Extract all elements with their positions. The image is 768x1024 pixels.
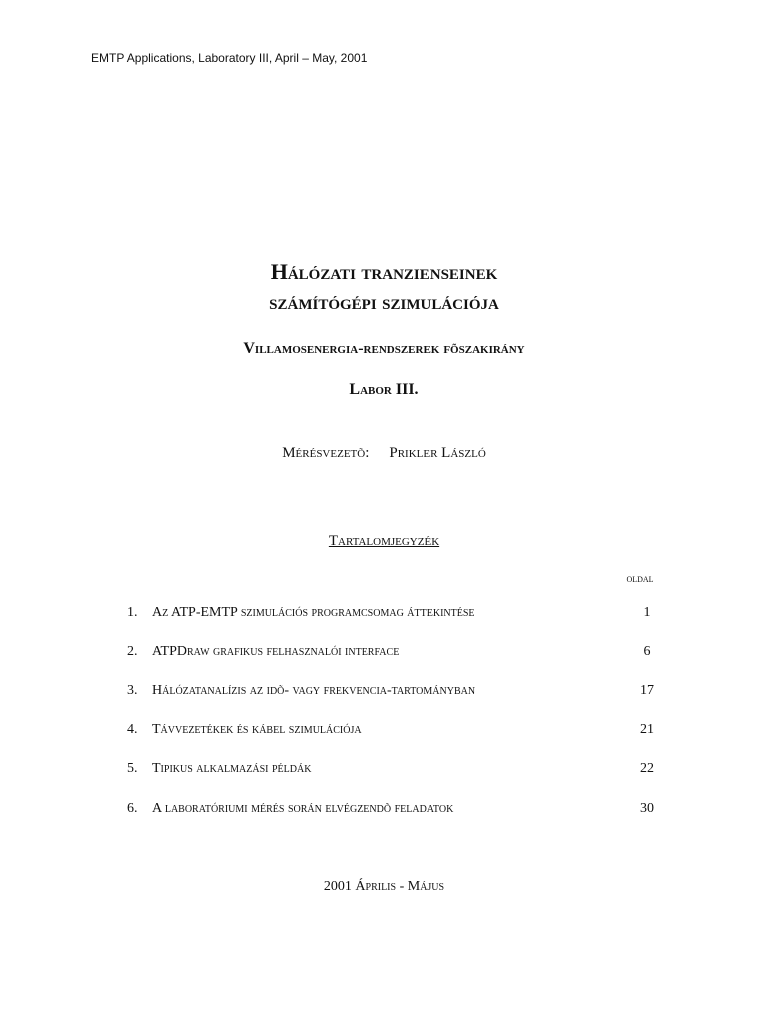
toc-heading xyxy=(0,533,768,550)
supervisor-line xyxy=(0,445,768,462)
document-title-line-2: számítógépi szimulációja xyxy=(269,289,499,314)
toc-item-title: Hálózatanalízis az idõ- vagy frekvencia-tartományban xyxy=(152,683,476,698)
toc-item xyxy=(0,683,768,707)
program-subtitle: Villamosenergia-rendszerek fõszakirány xyxy=(243,340,525,357)
toc-item xyxy=(0,761,768,785)
toc-item-title: A laboratóriumi mérés során elvégzendõ feladatok xyxy=(152,801,454,816)
toc-item-number: 2. xyxy=(127,644,138,659)
toc-item-title: Az ATP-EMTP szimulációs programcsomag áttekintése xyxy=(152,605,475,620)
toc-item-number: 6. xyxy=(127,801,138,816)
document-title-line-1: Hálózati tranzienseinek xyxy=(270,259,498,284)
toc-item-page: 1 xyxy=(643,605,651,620)
toc-item-page: 22 xyxy=(640,761,654,776)
toc-item-title: Tipikus alkalmazási példák xyxy=(152,761,312,776)
toc-heading-text: Tartalomjegyzék xyxy=(328,533,440,549)
toc-item-title: Távvezetékek és kábel szimulációja xyxy=(152,722,362,737)
supervisor-label: Mérésvezetõ: xyxy=(282,445,370,461)
toc-item-number: 4. xyxy=(127,722,138,737)
toc-item xyxy=(0,644,768,668)
toc-item-number: 3. xyxy=(127,683,138,698)
toc-item-page: 6 xyxy=(643,644,651,659)
toc-item-page: 17 xyxy=(640,683,654,698)
document-date: 2001 Április - Május xyxy=(323,879,445,894)
toc-item-number: 1. xyxy=(127,605,138,620)
toc-item-number: 5. xyxy=(127,761,138,776)
toc-item-page: 30 xyxy=(640,801,654,816)
toc-item-title: ATPDraw grafikus felhasznalói interface xyxy=(152,644,400,659)
running-header: EMTP Applications, Laboratory III, April – May, 2001 xyxy=(91,51,368,65)
lab-subtitle: Labor III. xyxy=(349,381,419,398)
toc-item xyxy=(0,722,768,746)
supervisor-name: Prikler László xyxy=(389,445,486,461)
page-column-label: oldal xyxy=(626,571,654,585)
toc-item xyxy=(0,801,768,825)
toc-item xyxy=(0,605,768,629)
toc-item-page: 21 xyxy=(640,722,654,737)
